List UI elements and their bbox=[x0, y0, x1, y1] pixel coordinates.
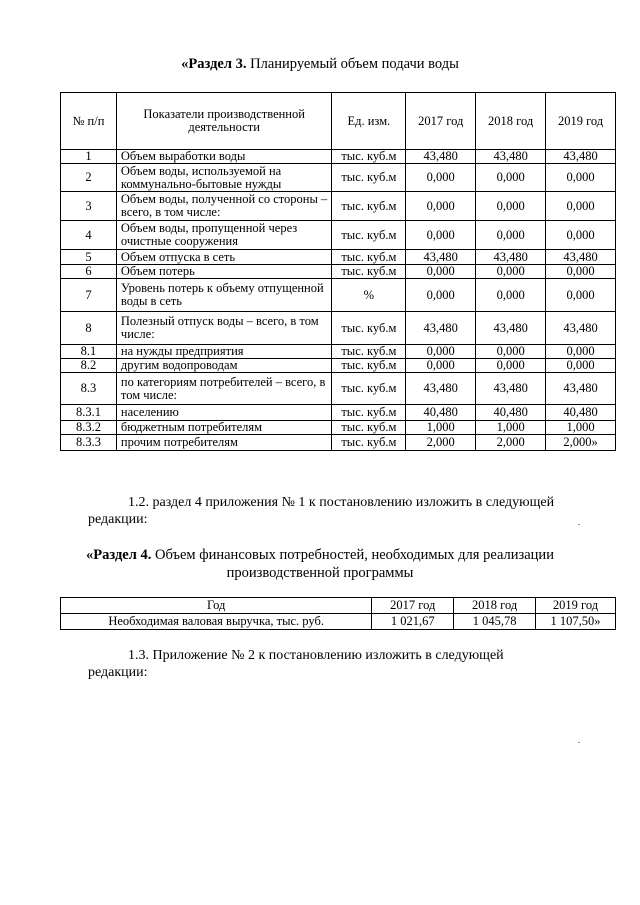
cell-v2018: 43,480 bbox=[476, 250, 546, 265]
cell-name: Уровень потерь к объему отпущенной воды в сеть bbox=[116, 279, 332, 312]
cell-v2019: 0,000 bbox=[546, 164, 616, 192]
cell-unit: тыс. куб.м bbox=[332, 421, 406, 435]
cell-num: 8.3.3 bbox=[61, 435, 117, 451]
header-year: Год bbox=[61, 598, 372, 614]
scan-speck bbox=[578, 524, 580, 525]
cell-name: Объем воды, пропущенной через очистные сооружения bbox=[116, 221, 332, 250]
water-supply-table-body bbox=[61, 150, 616, 451]
table-row bbox=[61, 614, 616, 630]
table-row bbox=[61, 359, 616, 373]
cell-name: по категориям потребителей – всего, в том числе: bbox=[116, 373, 332, 405]
value-2018: 1 045,78 bbox=[454, 614, 536, 630]
cell-v2019: 0,000 bbox=[546, 221, 616, 250]
cell-name: населению bbox=[116, 405, 332, 421]
cell-v2018: 0,000 bbox=[476, 345, 546, 359]
cell-v2017: 2,000 bbox=[406, 435, 476, 451]
table-row bbox=[61, 250, 616, 265]
cell-name: на нужды предприятия bbox=[116, 345, 332, 359]
cell-v2017: 43,480 bbox=[406, 250, 476, 265]
cell-name: Объем воды, полученной со стороны – всего, в том числе: bbox=[116, 192, 332, 221]
cell-num: 8.1 bbox=[61, 345, 117, 359]
cell-v2018: 40,480 bbox=[476, 405, 546, 421]
cell-v2017: 43,480 bbox=[406, 373, 476, 405]
cell-v2019: 2,000» bbox=[546, 435, 616, 451]
cell-name: Объем отпуска в сеть bbox=[116, 250, 332, 265]
cell-v2019: 1,000 bbox=[546, 421, 616, 435]
paragraph-1-3-line1: 1.3. Приложение № 2 к постановлению изложить в следующей bbox=[128, 648, 504, 663]
cell-v2017: 0,000 bbox=[406, 221, 476, 250]
cell-name: прочим потребителям bbox=[116, 435, 332, 451]
row-label: Необходимая валовая выручка, тыс. руб. bbox=[61, 614, 372, 630]
cell-v2018: 0,000 bbox=[476, 279, 546, 312]
section4-title-line1 bbox=[0, 546, 640, 564]
scan-speck bbox=[578, 742, 580, 743]
cell-unit: тыс. куб.м bbox=[332, 221, 406, 250]
cell-v2019: 0,000 bbox=[546, 265, 616, 279]
section3-title-bold: «Раздел 3. bbox=[181, 56, 247, 72]
value-2017: 1 021,67 bbox=[372, 614, 454, 630]
header-2019: 2019 год bbox=[536, 598, 616, 614]
cell-v2018: 0,000 bbox=[476, 192, 546, 221]
cell-name: другим водопроводам bbox=[116, 359, 332, 373]
cell-unit: тыс. куб.м bbox=[332, 265, 406, 279]
cell-unit: тыс. куб.м bbox=[332, 345, 406, 359]
cell-num: 1 bbox=[61, 150, 117, 164]
table-row bbox=[61, 150, 616, 164]
cell-v2019: 0,000 bbox=[546, 279, 616, 312]
table-row bbox=[61, 421, 616, 435]
table-row bbox=[61, 435, 616, 451]
paragraph-1-3 bbox=[88, 647, 596, 681]
cell-unit: тыс. куб.м bbox=[332, 150, 406, 164]
cell-name: Объем воды, используемой на коммунально-бытовые нужды bbox=[116, 164, 332, 192]
cell-num: 6 bbox=[61, 265, 117, 279]
table-row bbox=[61, 265, 616, 279]
cell-name: бюджетным потребителям bbox=[116, 421, 332, 435]
value-2019: 1 107,50» bbox=[536, 614, 616, 630]
paragraph-1-2 bbox=[88, 494, 596, 528]
header-2019: 2019 год bbox=[546, 93, 616, 150]
cell-num: 8 bbox=[61, 312, 117, 345]
cell-unit: тыс. куб.м bbox=[332, 373, 406, 405]
cell-v2019: 0,000 bbox=[546, 345, 616, 359]
table-header-row bbox=[61, 598, 616, 614]
cell-num: 8.3.1 bbox=[61, 405, 117, 421]
cell-v2019: 43,480 bbox=[546, 150, 616, 164]
cell-v2017: 40,480 bbox=[406, 405, 476, 421]
cell-num: 8.3.2 bbox=[61, 421, 117, 435]
cell-name: Полезный отпуск воды – всего, в том числе: bbox=[116, 312, 332, 345]
cell-v2017: 1,000 bbox=[406, 421, 476, 435]
cell-v2019: 0,000 bbox=[546, 359, 616, 373]
cell-v2018: 43,480 bbox=[476, 150, 546, 164]
cell-v2019: 0,000 bbox=[546, 192, 616, 221]
header-indicator: Показатели производственной деятельности bbox=[116, 93, 332, 150]
paragraph-1-3-line2: редакции: bbox=[88, 665, 148, 680]
cell-name: Объем потерь bbox=[116, 265, 332, 279]
cell-v2019: 43,480 bbox=[546, 373, 616, 405]
cell-unit: тыс. куб.м bbox=[332, 435, 406, 451]
cell-unit: % bbox=[332, 279, 406, 312]
section4-title-bold: «Раздел 4. bbox=[86, 547, 152, 563]
header-2018: 2018 год bbox=[476, 93, 546, 150]
header-num: № п/п bbox=[61, 93, 117, 150]
cell-unit: тыс. куб.м bbox=[332, 359, 406, 373]
cell-v2018: 2,000 bbox=[476, 435, 546, 451]
financial-needs-table bbox=[60, 597, 616, 630]
table-row bbox=[61, 405, 616, 421]
table-row bbox=[61, 345, 616, 359]
table-row bbox=[61, 221, 616, 250]
cell-v2018: 1,000 bbox=[476, 421, 546, 435]
paragraph-1-2-line2: редакции: bbox=[88, 512, 148, 527]
cell-unit: тыс. куб.м bbox=[332, 250, 406, 265]
cell-v2018: 43,480 bbox=[476, 373, 546, 405]
cell-num: 3 bbox=[61, 192, 117, 221]
paragraph-1-2-line1: 1.2. раздел 4 приложения № 1 к постановлению изложить в следующей bbox=[128, 495, 555, 510]
cell-v2018: 0,000 bbox=[476, 164, 546, 192]
table-row bbox=[61, 192, 616, 221]
header-2018: 2018 год bbox=[454, 598, 536, 614]
cell-v2017: 0,000 bbox=[406, 164, 476, 192]
section4-title bbox=[0, 546, 640, 582]
cell-v2018: 0,000 bbox=[476, 265, 546, 279]
table-row bbox=[61, 373, 616, 405]
cell-v2017: 0,000 bbox=[406, 192, 476, 221]
cell-v2018: 0,000 bbox=[476, 221, 546, 250]
cell-name: Объем выработки воды bbox=[116, 150, 332, 164]
cell-v2019: 43,480 bbox=[546, 250, 616, 265]
header-2017: 2017 год bbox=[406, 93, 476, 150]
cell-v2017: 0,000 bbox=[406, 359, 476, 373]
table-row bbox=[61, 312, 616, 345]
cell-num: 4 bbox=[61, 221, 117, 250]
cell-unit: тыс. куб.м bbox=[332, 164, 406, 192]
cell-num: 8.2 bbox=[61, 359, 117, 373]
section4-title-text: Объем финансовых потребностей, необходимых для реализации bbox=[151, 547, 554, 563]
cell-v2017: 0,000 bbox=[406, 265, 476, 279]
cell-num: 7 bbox=[61, 279, 117, 312]
cell-v2017: 0,000 bbox=[406, 279, 476, 312]
header-2017: 2017 год bbox=[372, 598, 454, 614]
water-supply-table bbox=[60, 92, 616, 451]
section3-title bbox=[0, 56, 640, 73]
section4-title-line2: производственной программы bbox=[226, 565, 414, 581]
cell-unit: тыс. куб.м bbox=[332, 192, 406, 221]
table-row bbox=[61, 164, 616, 192]
cell-unit: тыс. куб.м bbox=[332, 312, 406, 345]
cell-v2018: 0,000 bbox=[476, 359, 546, 373]
cell-v2019: 40,480 bbox=[546, 405, 616, 421]
table-row bbox=[61, 279, 616, 312]
header-unit: Ед. изм. bbox=[332, 93, 406, 150]
cell-v2017: 43,480 bbox=[406, 312, 476, 345]
section3-title-text: Планируемый объем подачи воды bbox=[246, 56, 459, 72]
cell-v2018: 43,480 bbox=[476, 312, 546, 345]
cell-v2017: 43,480 bbox=[406, 150, 476, 164]
cell-v2017: 0,000 bbox=[406, 345, 476, 359]
cell-num: 8.3 bbox=[61, 373, 117, 405]
cell-v2019: 43,480 bbox=[546, 312, 616, 345]
cell-unit: тыс. куб.м bbox=[332, 405, 406, 421]
cell-num: 5 bbox=[61, 250, 117, 265]
cell-num: 2 bbox=[61, 164, 117, 192]
table-header-row bbox=[61, 93, 616, 150]
